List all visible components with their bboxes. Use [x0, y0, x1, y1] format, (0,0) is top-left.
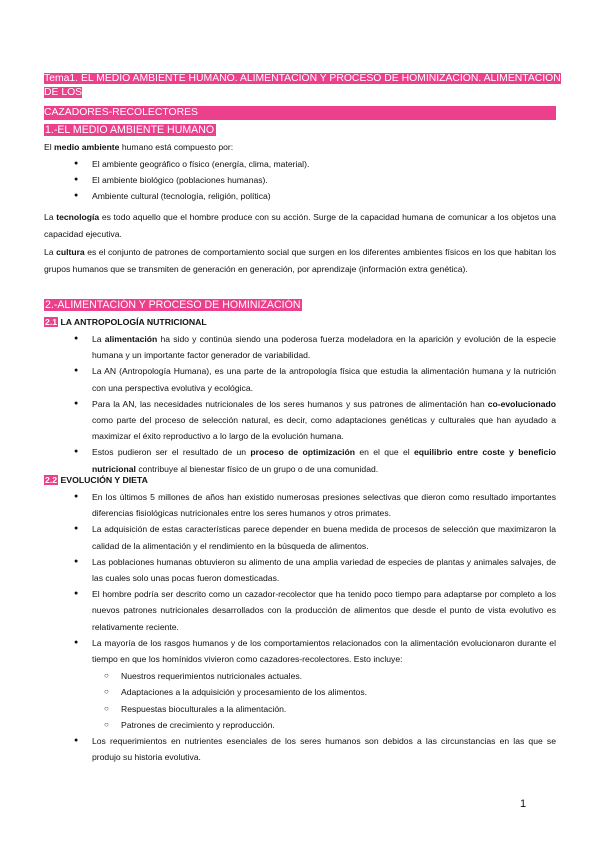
document-title-line-3: CAZADORES-RECOLECTORES [44, 107, 198, 118]
list-item: ● La alimentación ha sido y continúa siendo una poderosa fuerza modeladora en la aparición y evolución de la especie humana y un importante factor generador de variabilidad. [44, 331, 556, 363]
list-item: ● El ambiente biológico (poblaciones humanas). [44, 172, 556, 188]
list-item: ● Estos pudieron ser el resultado de un proceso de optimización en el que el equilibrio entre coste y beneficio nutricional contribuye al bienestar físico de un grupo o de una comunidad. [44, 444, 556, 476]
list-item: ● La mayoría de los rasgos humanos y de los comportamientos relacionados con la alimentación evolucionaron durante el tiempo en que los homínidos vivieron como cazadores-recolectores. Esto incluye: ○ Nuestros requerimientos nutricionales actuales. ○ Adaptaciones a la adquisición y procesamiento de los alimentos. ○ Respuestas bioculturales a la alimentación. ○ Patrones de crecimiento y reproducción. [44, 635, 556, 733]
intro-paragraph: El medio ambiente humano está compuesto por: [44, 142, 234, 152]
technology-paragraph: La tecnología es todo aquello que el hombre produce con su acción. Surge de la capacidad humana de comunicar a los objetos una capacidad ejecutiva. [44, 212, 556, 239]
evolution-diet-list [44, 489, 556, 765]
document-title-line-2: DE LOS [44, 87, 83, 98]
culture-paragraph: La cultura es el conjunto de patrones de comportamiento social que surgen en los diferentes ambientes físicos en los que habitan los grupos humanos que se transmiten de generación en generación, por aprendizaje (información extra genética). [44, 247, 556, 274]
list-item: ● Las poblaciones humanas obtuvieron su alimento de una amplia variedad de especies de plantas y animales salvajes, de las cuales solo unas pocas fueron domesticadas. [44, 554, 556, 586]
list-item: ● La adquisición de estas características parece depender en buena medida de procesos de selección que maximizaron la calidad de la alimentación y el rendimiento en la búsqueda de alimentos. [44, 521, 556, 553]
hunter-gatherer-traits-list [92, 668, 556, 733]
list-item: ● Para la AN, las necesidades nutricionales de los seres humanos y sus patrones de alimentación han co-evolucionado como parte del proceso de selección natural, es decir, como adaptaciones genéticas y culturales que han ayudado a maximizar el éxito reproductivo a lo largo de la evolución humana. [44, 396, 556, 445]
subsection-heading-evolucion: 2.2 EVOLUCIÓN Y DIETA [45, 475, 148, 485]
list-item: ● El hombre podría ser descrito como un cazador-recolector que ha tenido poco tiempo para adaptarse por completo a los nuevos patrones nutricionales desarrollados con la producción de alimentos que desde el punto de vista evolutivo es relativamente reciente. [44, 586, 556, 635]
sub-list-item: ○ Patrones de crecimiento y reproducción. [92, 717, 556, 733]
page-number: 1 [520, 798, 527, 810]
section-heading-alimentacion: 2.-ALIMENTACIÓN Y PROCESO DE HOMINIZACIÓN [45, 299, 301, 311]
nutritional-anthropology-list [44, 331, 556, 477]
document-title-line-1: Tema1. EL MEDIO AMBIENTE HUMANO. ALIMENTACIÓN Y PROCESO DE HOMINIZACIÓN. ALIMENTACIÓN [44, 73, 561, 84]
sub-list-item: ○ Respuestas bioculturales a la alimentación. [92, 701, 556, 717]
list-item: ● El ambiente geográfico o físico (energía, clima, material). [44, 156, 556, 172]
environment-list [44, 156, 556, 205]
list-item: ● En los últimos 5 millones de años han existido numerosas presiones selectivas que dieron como resultado importantes diferencias fisiológicas nutricionales entre los seres humanos y otros primates. [44, 489, 556, 521]
list-item: ● La AN (Antropología Humana), es una parte de la antropología física que estudia la alimentación humana y la nutrición con una perspectiva evolutiva y ecológica. [44, 363, 556, 395]
subsection-heading-antropologia: 2.1 LA ANTROPOLOGÍA NUTRICIONAL [45, 317, 207, 327]
sub-list-item: ○ Adaptaciones a la adquisición y procesamiento de los alimentos. [92, 684, 556, 700]
section-heading-medio-ambiente: 1.-EL MEDIO AMBIENTE HUMANO [45, 124, 215, 136]
list-item: ● Los requerimientos en nutrientes esenciales de los seres humanos son debidos a las circunstancias en las que se produjo su historia evolutiva. [44, 733, 556, 765]
list-item: ● Ambiente cultural (tecnología, religión, política) [44, 188, 556, 204]
sub-list-item: ○ Nuestros requerimientos nutricionales actuales. [92, 668, 556, 684]
